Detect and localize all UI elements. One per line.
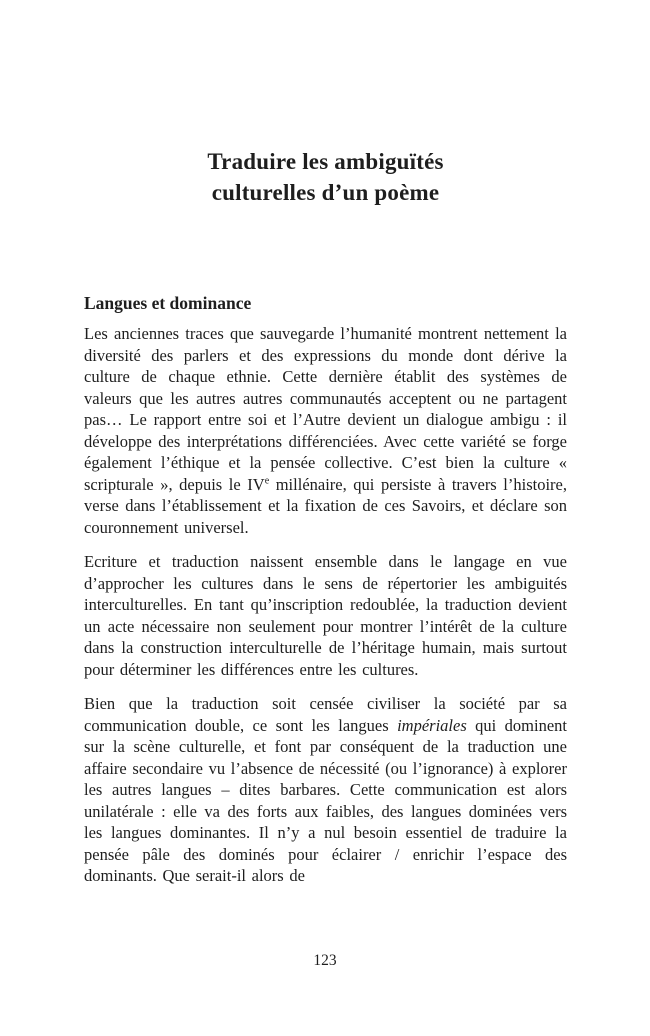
page-number: 123 [313,952,337,969]
article-title-line-2: culturelles d’un poème [211,180,440,205]
paragraph-3-italic-word: impériales [397,715,467,735]
article-title [84,146,567,208]
article-title-line-1: Traduire les ambiguïtés [207,149,444,174]
paragraph-1-text-continued: millénaire, qui persiste à travers l’histoire, verse dans l’établissement et la fixation de ces Savoirs, et déclare son couronnement universel. [84,474,567,537]
body-text [84,323,567,887]
paragraph-2-text: Ecriture et traduction naissent ensemble dans le langage en vue d’approcher les cultures dans le sens de répertorier les ambiguités interculturelles. En tant qu’inscription redoublée, la traduction devient un acte nécessaire non seulement pour montrer l’intérêt de la culture dans la construction interculturelle de l’héritage humain, mais surtout pour déterminer les différences entre les cultures. [84,552,567,679]
paragraph-1-text: Les anciennes traces que sauvegarde l’humanité montrent nettement la diversité des parlers et des expressions du monde dont dérive la culture de chaque ethnie. Cette dernière établit des systèmes de valeurs que les autres autres communautés acceptent ou ne partagent pas… Le rapport entre soi et l’Autre devient un dialogue ambigu : il développe des interprétations différenciées. Avec cette variété se forge également l’éthique et la pensée collective. C’est bien la culture « scripturale », depuis le IV [84,324,567,494]
paragraph-2 [84,551,567,680]
paragraph-3 [84,693,567,887]
page-content [84,0,567,900]
paragraph-1 [84,323,567,538]
section-heading: Langues et dominance [84,293,252,313]
paragraph-1-superscript: e [264,475,270,486]
paragraph-3-text: Bien que la traduction soit censée civiliser la société par sa communication double, ce sont les langues [84,694,567,735]
paragraph-3-text-continued: qui dominent sur la scène culturelle, et font par conséquent de la traduction une affaire secondaire vu l’absence de nécessité (ou l’ignorance) à explorer les autres langues – dites barbares. Cette communication est alors unilatérale : elle va des forts aux faibles, des langues dominées vers les langues dominantes. Il n’y a nul besoin essentiel de traduire la pensée pâle des dominés pour éclairer / enrichir l’espace des dominants. Que serait-il alors de [84,715,567,885]
